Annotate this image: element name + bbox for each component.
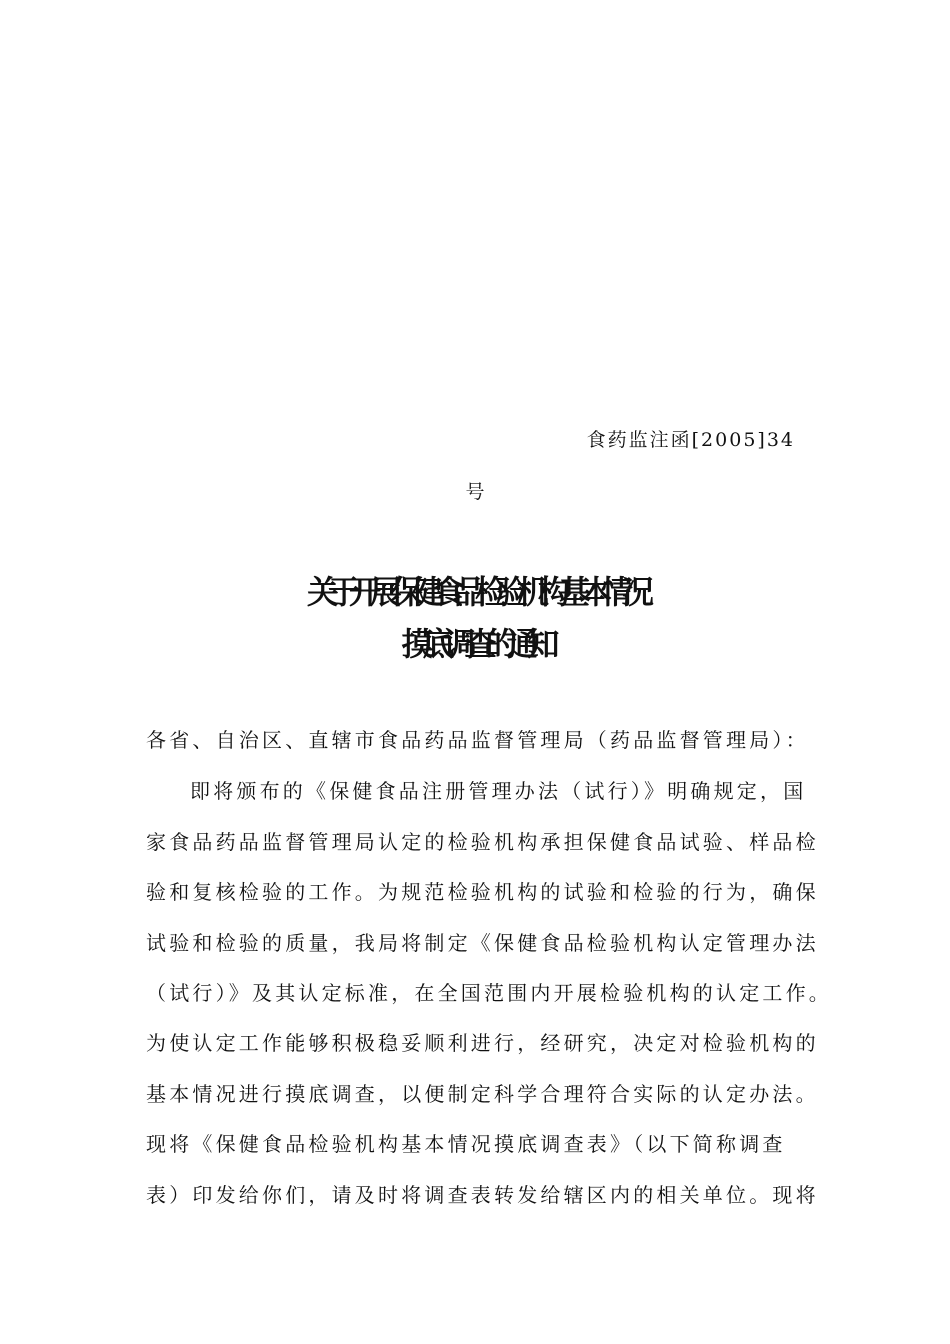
body-line: 为使认定工作能够积极稳妥顺利进行，经研究，决定对检验机构的 xyxy=(146,1031,819,1055)
body-line: 基本情况进行摸底调查，以便制定科学合理符合实际的认定办法。 xyxy=(146,1082,819,1106)
body-line: （试行）》及其认定标准，在全国范围内开展检验机构的认定工作。 xyxy=(146,981,832,1005)
body-line: 试验和检验的质量，我局将制定《保健食品检验机构认定管理办法 xyxy=(146,931,819,955)
body-line: 即将颁布的《保健食品注册管理办法（试行）》明确规定，国 xyxy=(190,779,807,803)
body-line: 现将《保健食品检验机构基本情况摸底调查表》（以下简称调查 xyxy=(146,1132,786,1156)
body-line: 家食品药品监督管理局认定的检验机构承担保健食品试验、样品检 xyxy=(146,830,819,854)
body-line: 验和复核检验的工作。为规范检验机构的试验和检验的行为，确保 xyxy=(146,880,819,904)
document-title-line-2: 摸底调查的通知 xyxy=(401,625,549,663)
document-number-suffix: 号 xyxy=(465,481,485,503)
document-title-line-1: 关于开展保健食品检验机构基本情况 xyxy=(306,573,643,611)
document-number: 食药监注函[2005]34 xyxy=(586,429,795,451)
body-line: 表）印发给你们，请及时将调查表转发给辖区内的相关单位。现将 xyxy=(146,1183,819,1207)
salutation: 各省、自治区、直辖市食品药品监督管理局（药品监督管理局）： xyxy=(146,728,809,752)
